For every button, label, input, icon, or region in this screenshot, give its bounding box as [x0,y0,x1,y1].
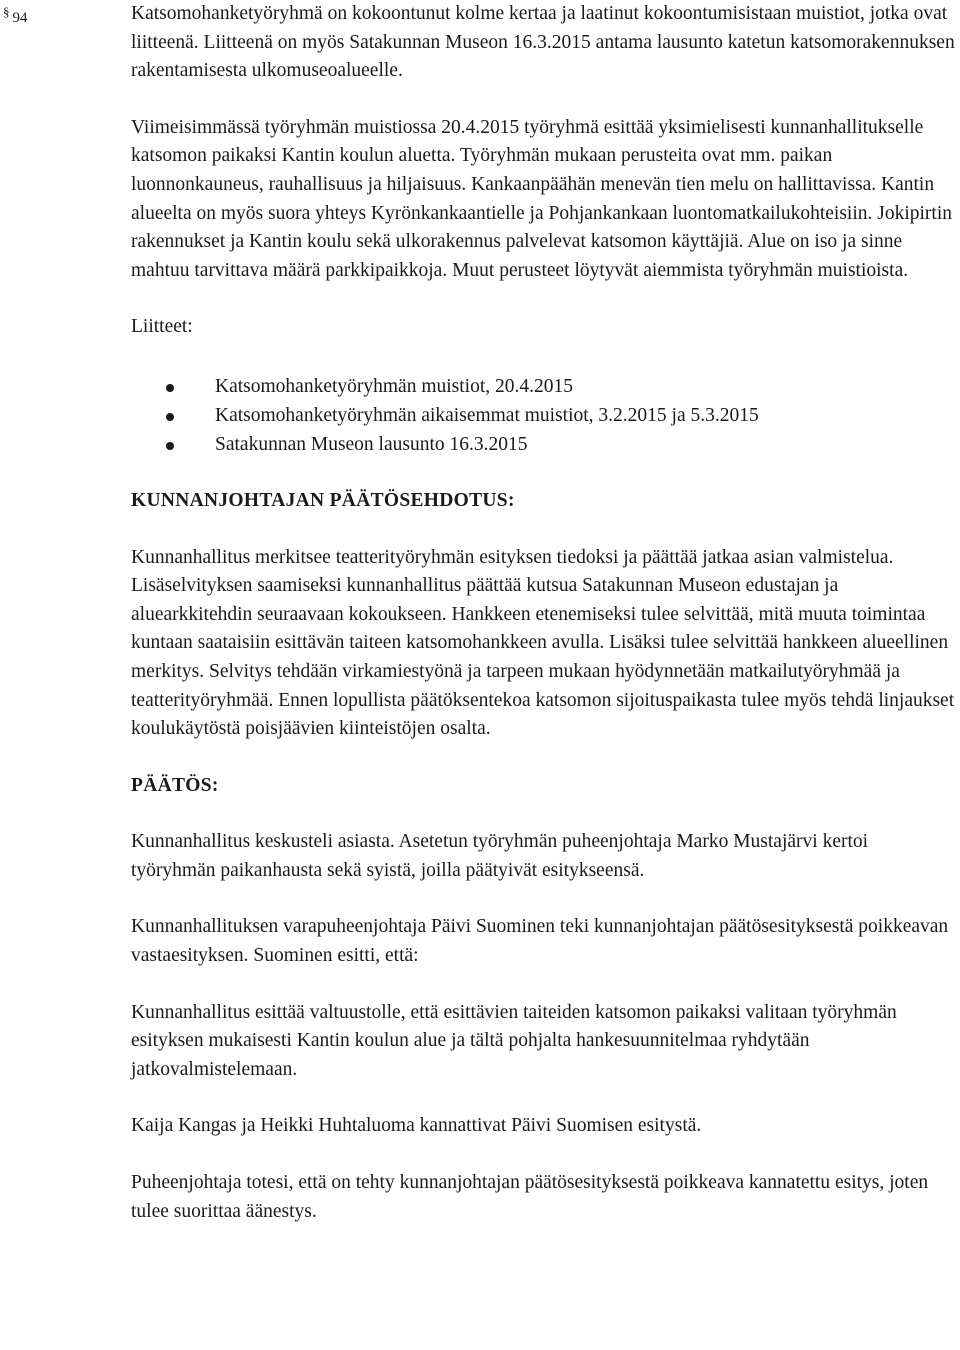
paragraph-vote: Puheenjohtaja totesi, että on tehty kunnanjohtajan päätösesityksestä poikkeava kannatettu esitys, joten tulee suorittaa äänestys. [131,1172,929,1222]
section-number-value: 94 [12,10,28,26]
attachment-item: Katsomohanketyöryhmän aikaisemmat muistiot, 3.2.2015 ja 5.3.2015 [131,402,957,431]
paragraph-intro: Katsomohanketyöryhmä on kokoontunut kolme kertaa ja laatinut kokoontumisistaan muistiot, jotka ovat liitteenä. Liitteenä on myös Satakunnan Museon 16.3.2015 antama lausunto katetun katsomorakennuksen rakentamisesta ulkomuseoalueelle. [131,3,955,82]
paragraph-counter-proposal-text: Kunnanhallitus esittää valtuustolle, että esittävien taiteiden katsomon paikaksi valitaan työryhmän esityksen mukaisesti Kantin koulun alue ja tältä pohjalta hankesuunnitelmaa ryhdytään jatkovalmistelemaan. [131,1001,897,1080]
attachments-list [131,373,957,460]
paragraph-proposal: Kunnanhallitus merkitsee teatterityöryhmän esityksen tiedoksi ja päättää jatkaa asian valmistelua. Lisäselvityksen saamiseksi kunnanhallitus päättää kutsua Satakunnan Museon edustajan ja aluearkkitehdin seuraavaan kokoukseen. Hankkeen etenemiseksi tulee selvittää, mitä muuta toimintaa kuntaan saataisiin esittävän taiteen katsomohankkeen avulla. Lisäksi tulee selvittää hankkeen alueellinen merkitys. Selvitys tehdään virkamiestyönä ja tarpeen mukaan hyödynnetään matkailutyöryhmää ja teatterityöryhmää. Ennen lopullista päätöksentekoa katsomon sijoituspaikasta tulee myös tehdä linjaukset koulukäytöstä poisjäävien kiinteistöjen osalta. [131,546,955,740]
attachments-label: Liitteet: [131,316,193,338]
document-body [131,0,957,1226]
heading-proposal: KUNNANJOHTAJAN PÄÄTÖSEHDOTUS: [131,489,515,511]
section-number [3,1,28,29]
paragraph-discussion: Kunnanhallitus keskusteli asiasta. Asetetun työryhmän puheenjohtaja Marko Mustajärvi kertoi työryhmän paikanhausta sekä syistä, joilla päätyivät esitykseensä. [131,831,869,881]
attachment-item: Satakunnan Museon lausunto 16.3.2015 [131,431,957,460]
paragraph-working-group-proposal: Viimeisimmässä työryhmän muistiossa 20.4.2015 työryhmä esittää yksimielisesti kunnanhallitukselle katsomon paikaksi Kantin koulun aluetta. Työryhmän mukaan perusteita ovat mm. paikan luonnonkauneus, rauhallisuus ja hiljaisuus. Kankaanpäähän menevän tien melu on hallittavissa. Kantin alueelta on myös suora yhteys Kyrönkankaantielle ja Pohjankankaan luontomatkailukohteisiin. Jokipirtin rakennukset ja Kantin koulu sekä ulkorakennus palvelevat katsomon käyttäjiä. Alue on iso ja sinne mahtuu tarvittava määrä parkkipaikkoja. Muut perusteet löytyvät aiemmista työryhmän muistioista. [131,116,952,281]
heading-decision: PÄÄTÖS: [131,774,219,796]
paragraph-seconded: Kaija Kangas ja Heikki Huhtaluoma kannattivat Päivi Suomisen esitystä. [131,1115,702,1137]
section-symbol: § [3,4,10,19]
attachment-item: Katsomohanketyöryhmän muistiot, 20.4.2015 [131,373,957,402]
paragraph-counter-proposal: Kunnanhallituksen varapuheenjohtaja Päivi Suominen teki kunnanjohtajan päätösesityksestä poikkeavan vastaesityksen. Suominen esitti, että: [131,916,949,967]
